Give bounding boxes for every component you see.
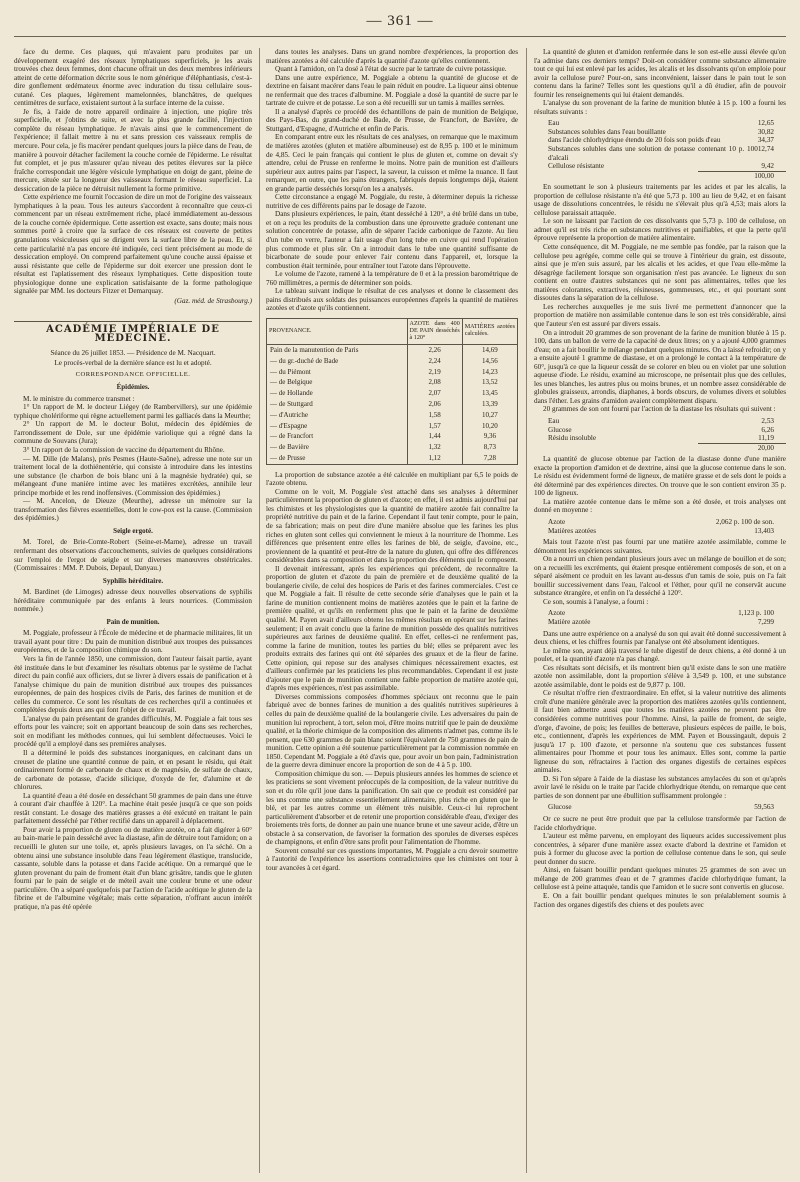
syphilis-header: Syphilis héréditaire. bbox=[102, 576, 164, 585]
paragraph: Les recherches auxquelles je me suis livré me permettent d'annoncer que la proportion de matière non assimilable contenue dans le son est très considérable, ainsi que l'auteur s'en est assuré par divers essais. bbox=[534, 302, 786, 328]
paragraph: Diverses commissions composées d'hommes spéciaux ont reconnu que le pain fabriqué avec de bonnes farines de munition a des qualités nutritives supérieures à celles du pain de deuxième qualité de la boulangerie civile. Les adversaires du pain de munition lui reprochent, à tort, selon moi, d'être moins nutritif que le pain de deuxième qualité, et la théorie chimique de la composition des aliments n'admet pas, comme ils le pensent, que 630 grammes de pain blanc soient l'équivalent de 750 grammes de pain de munition. Cette opinion a été soutenue particulièrement par la commission nommée en 1850. Cependant M. Poggiale a été d'avis que, pour avoir un bon pain, l'administration de la guerre devra diminuer encore la proportion de son de 4 à 5 p. 100. bbox=[266, 692, 518, 770]
paragraph: Cette conséquence, dit M. Poggiale, ne me semble pas fondée, par la raison que la cellulose peu agrégée, comme celle qui se trouve à l'intérieur du grain, est dissoute, ainsi que je m'en suis assuré, par les alcalis et les acides, et que l'eau elle-même la désagrège facilement lorsque son organisation n'est pas avancée. Le ligneux du son contient en outre d'autres substances qui ne sont pas alimentaires, telles que les matières colorantes, extractives, résineuses, gommeuses, etc., et qui pourtant sont dissoutes dans la séparation de la cellulose. bbox=[534, 243, 786, 303]
table-cell: Pain de la manutention de Paris bbox=[267, 344, 408, 355]
paragraph: face du derme. Ces plaques, qui m'avaient paru produites par un développement exagéré des réseaux lymphatiques superficiels, je les avais trouvées chez deux femmes, dont chacune offrait un des deux membres inférieurs atteint de cette déformation décrite sous le nom générique d'éléphantiasis, c'est-à-dire gonflement œdémateux énorme avec induration du tissu cellulaire sous-cutané. Ces plaques, légèrement mamelonnées, blanchâtres, de quelques centimètres de surface, existaient surtout à la surface interne de la cuisse. bbox=[14, 48, 252, 108]
azote-results-list bbox=[548, 518, 786, 535]
item-label: dans l'acide chlorhydrique étendu de 20 fois son poids d'eau bbox=[548, 136, 721, 145]
table-cell: 9,36 bbox=[462, 431, 517, 442]
column-divider-1 bbox=[259, 48, 260, 1173]
table-row bbox=[267, 421, 518, 432]
item-value: 2,53 bbox=[761, 416, 774, 425]
item-value: 1,123 p. 100 bbox=[738, 609, 774, 618]
item-label: Azote bbox=[548, 517, 566, 526]
table-cell: 1,58 bbox=[407, 410, 462, 421]
paragraph: Ainsi, en faisant bouillir pendant quelques minutes 25 grammes de son avec un mélange de 200 grammes d'eau et de 7 grammes d'acide chlorhydrique fumant, la cellulose est à peine attaquée, tandis que l'amidon et le sucre sont convertis en glucose. bbox=[534, 866, 786, 892]
paragraph: Dans une autre expérience on a analysé du son qui avait été donné successivement à deux chiens, et les chiffres fournis par l'analyse ont été absolument identiques. bbox=[534, 629, 786, 647]
list-item bbox=[548, 162, 786, 171]
table-cell: 7,28 bbox=[462, 453, 517, 464]
table-header-cell: AZOTE dans 400 DE PAIN desséchés à 120° bbox=[407, 318, 462, 344]
azote-results-list-2 bbox=[548, 609, 786, 626]
item-label: Eau bbox=[548, 416, 560, 425]
paragraph: Pour avoir la proportion de gluten ou de matière azotée, on a fait digérer à 60° au bain-marie le pain desséché avec la diastase, afin de détruire tout l'amidon; on a recueilli le gluten sur une toile, et, après plusieurs lavages, on l'a séché. On a obtenu ainsi une substance insoluble dans l'eau légèrement élastique, translucide, cassante, soluble dans la potasse et dans l'acide acétique. On a remarqué que le gluten provenant du pain de froment était d'un blanc grisâtre, tandis que le gluten fourni par le pain de seigle et de méteil avait une couleur brune et une odeur particulière. On a séparé quelquefois par l'action de l'acide acétique le gluten de la fibrine et de l'albumine végétale; mais cette séparation, n'offrant aucun intérêt pratique, n'a pas été opérée bbox=[14, 825, 252, 911]
list-item bbox=[548, 128, 786, 137]
table-row bbox=[267, 399, 518, 410]
list-item bbox=[548, 426, 786, 435]
paragraph: En soumettant le son à plusieurs traitements par les acides et par les alcalis, la proportion de cellulose résistante n'a été que 5,73 p. 100 au lieu de 9,42, et en faisant usage de dissolutions concentrées, le résidu ne s'élevait plus qu'à 4,53; mais alors la cellulose paraissait attaquée. bbox=[534, 183, 786, 217]
paragraph: Comme on le voit, M. Poggiale s'est attaché dans ses analyses à déterminer particulièrement la proportion de gluten et d'azote; en effet, il est admis aujourd'hui par les chimistes et les physiologistes que la quantité de matière azotée fait connaître la propriété nutritive du pain et de la farine. Cependant il faut tenir compte, pour le pain, de sa fabrication; mais on peut dire d'une manière absolue que les farines les plus riches en gluten sont celles qui conviennent le mieux à la nourriture de l'homme. Les différences que présentent entre elles les farines de blé, de seigle, d'avoine, etc., proviennent de la quantité et peut-être de la nature du gluten, qui offre des différences considérables dans sa composition et dans la proportion des éléments qui le composent. bbox=[266, 487, 518, 565]
table-cell: 8,73 bbox=[462, 442, 517, 453]
paragraph: Il a analysé d'après ce procédé des échantillons de pain de munition de Belgique, des Pays-Bas, du grand-duché de Bade, de Prusse, de Francfort, de Bavière, de Stuttgard, d'Espagne, d'Autriche et enfin de Paris. bbox=[266, 107, 518, 133]
column-3 bbox=[534, 48, 786, 1173]
analysis-total: 100,00 bbox=[698, 171, 786, 181]
paragraph: L'analyse du son provenant de la farine de munition blutée à 15 p. 100 a fourni les résultats suivants : bbox=[534, 99, 786, 116]
item-label: Matières azotées bbox=[548, 526, 597, 535]
paragraph: Le même son, ayant déjà traversé le tube digestif de deux chiens, a été donné à un poulet, et la quantité d'azote n'a pas changé. bbox=[534, 646, 786, 664]
item-label: Eau bbox=[548, 119, 560, 128]
item-label: Résidu insoluble bbox=[548, 434, 597, 443]
list-item bbox=[548, 136, 786, 145]
table-cell: 2,08 bbox=[407, 377, 462, 388]
paragraph: L'auteur est même parvenu, en employant des liqueurs acides successivement plus concentrées, à séparer d'une manière assez exacte d'abord la dextrine et l'amidon et puis à former du glucose avec la portion de cellulose contenue dans le son, qui seule peut donner du sucre. bbox=[534, 832, 786, 866]
paragraph: Or ce sucre ne peut être produit que par la cellulose transformée par l'action de l'acide chlorhydrique. bbox=[534, 815, 786, 832]
paragraph: 3° Un rapport de la commission de vaccine du département du Rhône. bbox=[23, 445, 225, 454]
paragraph: D. Si l'on sépare à l'aide de la diastase les substances amylacées du son et qu'après avoir lavé le résidu on le traite par l'acide chlorhydrique étendu, on remarque que cent parties de son donnent par une ébullition suffisamment prolongée : bbox=[534, 774, 786, 800]
table-row bbox=[267, 344, 518, 355]
list-item bbox=[548, 527, 786, 536]
table-cell: 2,24 bbox=[407, 356, 462, 367]
list-item bbox=[548, 618, 786, 627]
item-value: 59,563 bbox=[754, 803, 774, 812]
list-item bbox=[548, 434, 786, 443]
paragraph: M. Poggiale, professeur à l'École de médecine et de pharmacie militaires, lit un travail ayant pour titre : Du pain de munition distribué aux troupes des puissances européennes, et de la composition chimique du son. bbox=[14, 629, 252, 655]
table-cell: 1,57 bbox=[407, 421, 462, 432]
table-cell: 14,56 bbox=[462, 356, 517, 367]
item-value: 12,74 bbox=[757, 145, 774, 154]
session-line: Séance du 26 juillet 1853. — Présidence de M. Nacquart. bbox=[50, 348, 216, 357]
table-row bbox=[267, 410, 518, 421]
table-cell: 1,32 bbox=[407, 442, 462, 453]
paragraph: La quantité d'eau a été dosée en desséchant 50 grammes de pain dans une étuve à courant d'air chauffée à 120°. La machine était pesée jusqu'à ce que son poids restât constant. Le dosage des matières grasses a été exécuté en traitant le pain parfaitement desséché par l'éther rectifié dans un appareil à déplacement. bbox=[14, 791, 252, 826]
paragraph: La proportion de substance azotée a été calculée en multipliant par 6,5 le poids de l'azote obtenu. bbox=[266, 470, 518, 488]
paragraph: 2° Un rapport de M. le docteur Bolut, médecin des épidémies de l'arrondissement de Dole, sur une épidémie variolique qui a régné dans la commune de Souvans (Jura); bbox=[14, 420, 252, 446]
table-cell: 2,19 bbox=[407, 367, 462, 378]
list-item bbox=[548, 145, 786, 162]
table-row bbox=[267, 442, 518, 453]
bread-analysis-table bbox=[266, 318, 518, 465]
table-cell: 14,69 bbox=[462, 344, 517, 355]
item-label: Azote bbox=[548, 609, 566, 618]
table-cell: — de Bavière bbox=[267, 442, 408, 453]
table-cell: 13,45 bbox=[462, 388, 517, 399]
paragraph: M. Torel, de Brie-Comte-Robert (Seine-et-Marne), adresse un travail renfermant des observations d'accouchements, suivies de quelques considérations sur l'emploi de l'ergot de seigle et sur diverses manœuvres obstétricales. (Commissaires : MM. P. Dubois, Depaul, Danyau.) bbox=[14, 538, 252, 573]
table-row bbox=[267, 377, 518, 388]
item-label: Glucose bbox=[548, 803, 572, 812]
table-cell: 1,44 bbox=[407, 431, 462, 442]
paragraph: Je fis, à l'aide de notre appareil ordinaire à injection, une piqûre très superficielle, et j'obtins de suite, et avec la plus grande facilité, l'injection complète du réseau lymphatique. Je n'avais ainsi que le commencement de l'expérience; il fallait mettre à nu et sans pression ces vaisseaux remplis de mercure. Pour cela, je fis macérer pendant quelques jours la pièce dans de l'eau, de manière à pouvoir détacher facilement la couche cornée de l'épiderme. Le résultat fut complet, et je pus m'assurer qu'au niveau des petites élevures sur la pièce fraîche correspondait une légère vésicule lymphatique en doigt de gant, pleine de mercure, située sur la longueur des vaisseaux formant le réseau superficiel. La dessiccation de la pièce ne détruisit nullement la forme primitive. bbox=[14, 107, 252, 193]
paragraph: Le tableau suivant indique le résultat de ces analyses et donne le classement des pains distribués aux soldats des puissances européennes d'après la quantité de matières azotées et d'azote qu'ils contiennent. bbox=[266, 287, 518, 313]
paragraph: La matière azotée contenue dans le même son a été dosée, et trois analyses ont donné en moyenne : bbox=[534, 497, 786, 515]
paragraph: 1° Un rapport de M. le docteur Liégey (de Rambervillers), sur une épidémie typhique cholériforme qui règne actuellement parmi les galliacés dans la Meurthe; bbox=[14, 403, 252, 420]
page-number: — 361 — bbox=[366, 12, 434, 29]
item-label: Glucose bbox=[548, 425, 572, 434]
paragraph: 20 grammes de son ont fourni par l'action de la diastase les résultats qui suivent : bbox=[543, 405, 776, 414]
table-cell: 2,07 bbox=[407, 388, 462, 399]
table-cell: — de Prusse bbox=[267, 453, 408, 464]
paragraph: L'analyse du pain présentant de grandes difficultés, M. Poggiale a fait tous ses efforts pour les vaincre; soit en apportant beaucoup de soin dans ses recherches, soit en modifiant les méthodes connues, qui lui semblent défectueuses. Voici le procédé qu'il a employé dans ses premières analyses. bbox=[14, 714, 252, 749]
table-cell: — du gr.-duché de Bade bbox=[267, 356, 408, 367]
paragraph: Quant à l'amidon, on l'a dosé à l'état de sucre par le tartrate de cuivre potassique. bbox=[275, 65, 507, 74]
table-row bbox=[267, 453, 518, 464]
table-header-row bbox=[267, 318, 518, 344]
epidemics-header: Épidémies. bbox=[116, 383, 150, 392]
paragraph: Ce son, soumis à l'analyse, a fourni : bbox=[543, 597, 649, 606]
column-1 bbox=[14, 48, 252, 1173]
table-cell: 13,39 bbox=[462, 399, 517, 410]
paragraph: Il devenait intéressant, après les expériences qui précèdent, de reconnaître la proportion de gluten et d'azote du pain de première et de deuxième qualité de la boulangerie civile, de celui des hospices de Paris et des farines commerciales. C'est ce que M. Poggiale a fait. Il résulte de cette seconde série d'analyses que le pain et la farine de munition contiennent moins de matières azotées que le pain et la farine de première qualité, et qu'ils en renferment plus que le pain et la farine de deuxième qualité. M. Payen avait d'ailleurs obtenu les mêmes résultats en opérant sur les farines seulement; il en avait conclu que la farine de munition possède des qualités nutritives supérieures aux farines de deuxième qualité. En effet, celles-ci ne renferment pas, comme la farine de munition, toutes les parties du blé; elles se préparent avec les produits extraits des farines qui ont été séparées des gruaux et de la fleur de farine. Cette opinion, qui repose sur des analyses chimiques nécessairement exactes, est d'ailleurs confirmée par les praticiens les plus recommandables. Cependant il est juste d'ajouter que le pain de munition contient une faible proportion de matière azotée qui, d'après mes expériences, n'est pas assimilable. bbox=[266, 564, 518, 693]
item-value: 6,26 bbox=[761, 425, 774, 434]
table-cell: 14,23 bbox=[462, 367, 517, 378]
paragraph: Mais tout l'azote n'est pas fourni par une matière azotée assimilable, comme le démontrent les expériences suivantes. bbox=[534, 538, 786, 555]
paragraph: Composition chimique du son. — Depuis plusieurs années les hommes de science et les praticiens se sont vivement préoccupés de la composition, de la valeur nutritive du son et du rôle qu'il joue dans la panification. On sait que ce produit est considéré par les uns comme une substance essentiellement alimentaire, plus riche en gluten que le blé, et par les autres comme un élément très nuisible. Ceux-ci lui reprochent particulièrement d'absorber et de retenir une proportion considérable d'eau, d'exiger des broiements très forts, de donner au pain une nuance brune et une saveur acide, d'être un obstacle à sa conservation, de favoriser la formation des sporules de diverses espèces de champignons, et enfin d'être sans profit pour l'alimentation de l'homme. bbox=[266, 769, 518, 847]
table-cell: — de Francfort bbox=[267, 431, 408, 442]
paragraph: Vers la fin de l'année 1850, une commission, dont l'auteur faisait partie, ayant été instituée dans le but d'examiner les résultats obtenus par le système de l'achat direct du pain confié aux officiers, dut se livrer à divers essais de panification et à l'analyse chimique du pain de munition distribué aux troupes des puissances européennes, de pain des hospices civils de Paris, des farines de munition et de celles du commerce. Ce sont les résultats de ces recherches qu'il a continuées et complétées depuis deux ans qui font l'objet de ce travail. bbox=[14, 655, 252, 715]
paragraph: Cette circonstance a engagé M. Poggiale, du reste, à déterminer depuis la richesse nutritive de ces différents pains par le dosage de l'azote. bbox=[266, 193, 518, 210]
paragraph: Ces résultats sont décisifs, et ils montrent bien qu'il existe dans le son une matière azotée non assimilable, dont la proportion s'élève à 3,549 p. 100, et une substance azotée assimilable, dont le poids est de 9,877 p. 100. bbox=[534, 663, 786, 689]
list-item bbox=[548, 803, 786, 812]
diastase-results-list bbox=[548, 417, 786, 452]
table-row bbox=[267, 431, 518, 442]
paragraph: Le volume de l'azote, ramené à la température de 0 et à la pression barométrique de 760 millimètres, a permis de déterminer son poids. bbox=[266, 270, 518, 287]
table-cell: 13,52 bbox=[462, 377, 517, 388]
paragraph: dans toutes les analyses. Dans un grand nombre d'expériences, la proportion des matières azotées a été calculée d'après la quantité d'azote qu'elles contiennent. bbox=[266, 48, 518, 65]
table-row bbox=[267, 356, 518, 367]
paragraph: La quantité de gluten et d'amidon renfermée dans le son est-elle aussi élevée qu'on l'a admise dans ces derniers temps? Doit-on considérer comme substance alimentaire tout ce qui lui est enlevé par les acides, les alcalis et les dissolvants qu'on emploie pour avoir la cellulose pure? Pour-on, sans inconvénient, laisser dans le pain tout le son contenu dans la farine? Telles sont les questions qu'il a dû étudier, afin de pouvoir fournir les renseignements qui lui étaient demandés. bbox=[534, 48, 786, 99]
table-cell: 2,26 bbox=[407, 344, 462, 355]
glucose-result bbox=[548, 803, 786, 812]
item-label: Substances solubles dans l'eau bouillante bbox=[548, 127, 666, 136]
paragraph: M. Bardinet (de Limoges) adresse deux nouvelles observations de syphilis héréditaire communiquée par des enfants à leurs nourrices. (Commission nommée.) bbox=[14, 588, 252, 614]
list-item bbox=[548, 609, 786, 618]
paragraph: E. On a fait bouillir pendant quelques minutes le son préalablement soumis à l'action des organes digestifs des chiens et des poulets avec bbox=[534, 891, 786, 909]
paragraph: M. le ministre du commerce transmet : bbox=[23, 394, 135, 403]
paragraph: Dans une autre expérience, M. Poggiale a obtenu la quantité de glucose et de dextrine en faisant macérer dans l'eau le pain réduit en poudre. La liqueur ainsi obtenue ne renfermait que des traces d'albumine. M. Poggiale a dosé la quantité de sucre par le tartrate de cuivre et de potasse. Le son a été recueilli sur un tamis à mailles serrées. bbox=[266, 73, 518, 108]
item-value: 9,42 bbox=[761, 162, 774, 171]
paragraph: — M. Ancelon, de Dieuze (Meurthe), adresse un mémoire sur la transformation des fièvres essentielles, dont le cow-pox est la cause. (Commission des épidémies.) bbox=[14, 497, 252, 523]
analysis-total: 20,00 bbox=[698, 443, 786, 453]
bran-analysis-list bbox=[548, 119, 786, 180]
table-cell: — de Stuttgard bbox=[267, 399, 408, 410]
paragraph: En comparant entre eux les résultats de ces analyses, on remarque que le maximum de matières azotées (gluten et matière albumineuse) est de 8,95 p. 100 et le minimum de 4,85. Ceci le pain français qui contient le plus de gluten et, comme on devait s'y attendre, celui de Prusse en renferme le moins. Notre pain de munition est d'ailleurs supérieur aux autres pains par l'aspect, la saveur, la cuisson et même la nuance. Il faut remarquer, en outre, que les pains étrangers, fabriqués depuis longtemps déjà, étaient en grande partie desséchés lorsqu'on les a analysés. bbox=[266, 133, 518, 193]
header-rule bbox=[14, 36, 786, 37]
item-value: 34,37 bbox=[757, 136, 774, 145]
ergot-header: Seigle ergoté. bbox=[113, 526, 153, 535]
paragraph: Le son ne laissant par l'action de ces dissolvants que 5,73 p. 100 de cellulose, on admet qu'il est très riche en substances nutritives et panifiables, et que la perte qu'il éprouve représente la proportion de matière alimentaire. bbox=[534, 217, 786, 243]
paragraph: — M. Dille (de Malans), près Pesmes (Haute-Saône), adresse une note sur un traitement local de la dothiénentérie, qui consiste à introduire dans les intestins une substance (le charbon de bois blanc uni à la magnésie hydratée) qui, se mélangeant d'une manière intime avec les matières excrétées, annihile leur principe morbide et les rend inoffensives. (Commission des épidémies.) bbox=[14, 454, 252, 497]
item-value: 30,82 bbox=[757, 127, 774, 136]
table-cell: 10,20 bbox=[462, 421, 517, 432]
list-item bbox=[548, 417, 786, 426]
paragraph: Cette expérience me fournit l'occasion de dire un mot de l'origine des vaisseaux lymphatiques à la peau. Tous les auteurs s'accordent à reconnaître que ceux-ci commencent par un réseau extrêmement riche, placé immédiatement au-dessous de la couche cornée épidermique. Cette assertion est exacte, sans doute; mais nous sommes porté à croire que la surface de ces réseaux est couverte de petites granulations vésiculeuses qui se dirigent vers la surface libre de la peau. Et, si cette particularité n'a pas encore été indiquée, ceci tient précisément au mode de dessiccation employé. On comprend parfaitement qu'une couche aussi épaisse et aussi résistante que celle de l'épiderme sur doit exercer une pression dont le résultat est l'aplatissement des réseaux lymphatiques. Cette disposition toute physiologique donne une explication satisfaisante de la forme pathologique signalée par MM. les docteurs Fitzer et Demarquay. bbox=[14, 193, 252, 296]
item-value: 12,65 bbox=[757, 119, 774, 128]
table-cell: 10,27 bbox=[462, 410, 517, 421]
paragraph: La quantité de glucose obtenue par l'action de la diastase donne d'une manière exacte la proportion d'amidon et de dextrine, ainsi que la glucose contenue dans le son. Le résidu est évidemment formé de ligneux, de matière grasse et de sels dont le poids a été déterminé par des expériences directes. On trouve que le son contient environ 35 p. 100 de ligneux. bbox=[534, 455, 786, 498]
column-divider-2 bbox=[526, 48, 527, 1173]
table-cell: — d'Espagne bbox=[267, 421, 408, 432]
item-value: 2,062 p. 100 de son. bbox=[715, 517, 774, 526]
table-header-cell: MATIÈRES azotées calculées. bbox=[462, 318, 517, 344]
list-item bbox=[548, 119, 786, 128]
list-item bbox=[548, 518, 786, 527]
verbal-line: Le procès-verbal de la dernière séance est lu et adopté. bbox=[54, 359, 212, 368]
paragraph: Dans plusieurs expériences, le pain, étant desséché à 120°, a été brûlé dans un tube, et on a reçu les produits de la combustion dans une éprouvette graduée contenant une solution concentrée de potasse, afin de séparer l'acide carbonique de l'azote. Au lieu d'un tube en verre, l'auteur a fait usage d'un long tube en cuivre qui rend l'opération plus commode et plus sûr. On a introduit dans le tube une quantité suffisante de bicarbonate de soude pour enlever l'air contenu dans l'appareil, et, lorsque la combustion était terminée, pour entraîner tout l'azote dans l'éprouvette. bbox=[266, 210, 518, 270]
table-row bbox=[267, 367, 518, 378]
paragraph: Ce résultat n'offre rien d'extraordinaire. En effet, si la valeur nutritive des aliments croît d'une manière générale avec la proportion des matières azotées qu'ils contiennent, il faut bien admettre aussi que toutes les matières azotées ne peuvent pas être considérées comme nutritives pour l'homme. Ainsi, la paille de froment, de seigle, d'orge, d'avoine, de pois; les feuilles de betterave, plusieurs espèces de paille, le bois, etc., contiennent, d'après les expériences de MM. Payen et Boussingault, depuis 2 jusqu'à 17 p. 100 d'azote, et personne n'a soutenu que ces substances fussent alimentaires pour l'homme et pour tous les animaux. Elles sont, comme la partie ligneuse du son, réfractaires à l'action des organes digestifs de certaines espèces animales. bbox=[534, 689, 786, 775]
item-label: Cellulose résistante bbox=[548, 162, 605, 171]
table-cell: — du Piémont bbox=[267, 367, 408, 378]
table-cell: — de Hollande bbox=[267, 388, 408, 399]
table-header-cell: PROVENANCE. bbox=[267, 318, 408, 344]
paragraph: On a introduit 20 grammes de son provenant de la farine de munition blutée à 15 p. 100, dans un ballon de verre de la capacité de deux litres; on y a ajouté 4,000 grammes d'eau; on a fait bouillir le mélange pendant quelques minutes. On a laissé refroidir; on y a ensuite ajouté 1 gramme de diastase, et on a prolongé le contact à la température de 60°, jusqu'à ce que la liqueur cessât de se colorer en bleu ou en violet par une solution aqueuse d'iode. Le résidu, examiné au microscope, ne présentait plus que des cellules, les unes blanches, les autres plus ou moins brunes, et un nombre assez considérable de globules graisseux, arrondis, diaphanes, à bords obscurs, de volumes divers et solubles dans l'éther. Les grains d'amidon avaient complètement disparu. bbox=[534, 328, 786, 405]
table-cell: 1,12 bbox=[407, 453, 462, 464]
correspondence-header: CORRESPONDANCE OFFICIELLE. bbox=[75, 370, 191, 378]
item-label: Matière azotée bbox=[548, 618, 591, 626]
table-cell: — de Belgique bbox=[267, 377, 408, 388]
item-value: 13,403 bbox=[754, 526, 774, 535]
table-row bbox=[267, 388, 518, 399]
bread-header: Pain de munition. bbox=[106, 617, 160, 626]
item-value: 7,299 bbox=[757, 618, 774, 626]
item-value: 11,19 bbox=[758, 434, 774, 443]
paragraph: Il a déterminé le poids des substances inorganiques, en calcinant dans un creuset de platine une quantité connue de pain, et en pesant le résidu, qui était ordinairement formé de carbonate de chaux et de magnésie, de sulfate de chaux, de carbonate de potasse, d'acide silicique, d'oxyde de fer, d'alumine et de chlorures. bbox=[14, 749, 252, 792]
paragraph: Souvent consulté sur ces questions importantes, M. Poggiale a cru devoir soumettre à l'autorité de l'expérience les assertions contradictoires que les chimistes ont tour à tour avancées à cet égard. bbox=[266, 846, 518, 872]
item-label: Substances solubles dans une solution de potasse contenant 10 p. 100 d'alcali bbox=[548, 145, 758, 162]
column-2 bbox=[266, 48, 518, 1173]
source-citation: (Gaz. méd. de Strasbourg.) bbox=[174, 296, 252, 305]
page-header bbox=[0, 8, 800, 34]
table-cell: 2,06 bbox=[407, 399, 462, 410]
academy-title: ACADÉMIE IMPÉRIALE DE MÉDECINE. bbox=[14, 321, 252, 343]
paragraph: On a nourri un chien pendant plusieurs jours avec un mélange de bouillon et de son; on a recueilli les excréments, qui étaient presque entièrement composés de son, et on a séparé aisément ce produit en les lavant au-dessus d'un tamis de soie, puis on l'a fait bouillir successivement dans l'eau, l'alcool et l'éther, pour qu'il ne conservât aucune substance étrangère, et enfin on l'a desséché à 120°. bbox=[534, 555, 786, 598]
table-cell: — d'Autriche bbox=[267, 410, 408, 421]
